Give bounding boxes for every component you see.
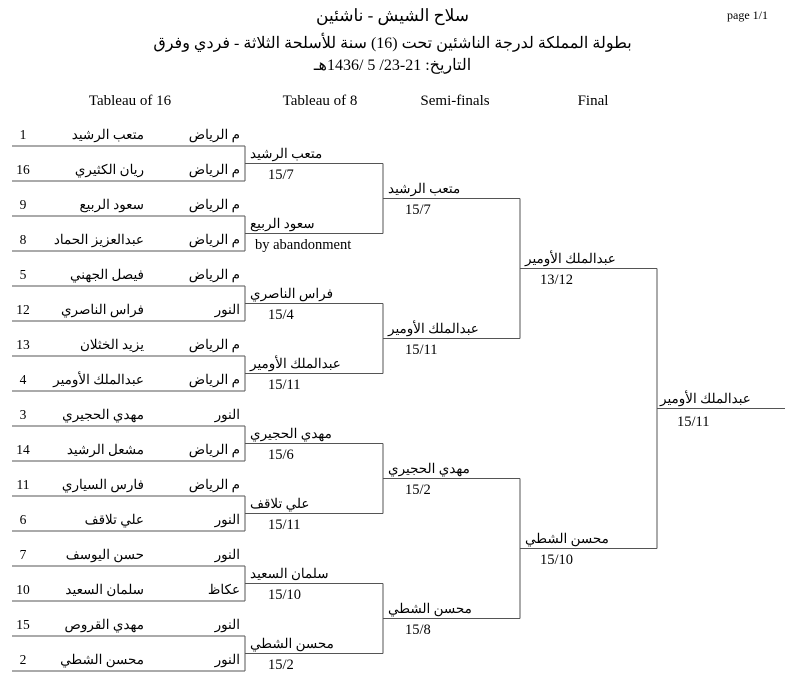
seed-number: 7 — [19, 547, 27, 562]
fencer-name: محسن الشطي — [60, 652, 144, 667]
round8-winner: فراس الناصري — [250, 285, 334, 301]
fencer-club: النور — [214, 617, 240, 632]
round8-winner: متعب الرشيد — [250, 145, 323, 161]
column-header-semifinals: Semi-finals — [420, 93, 490, 109]
column-header-tableau8: Tableau of 8 — [282, 93, 358, 109]
fencer-club: م الرياض — [188, 127, 240, 142]
seed-number: 10 — [16, 582, 30, 597]
seed-number: 2 — [19, 652, 27, 667]
semifinal-winner: مهدي الحجيري — [388, 460, 470, 476]
semifinal-score: 15/8 — [405, 621, 431, 638]
fencer-name: علي تلاقف — [84, 512, 144, 527]
fencer-club: النور — [214, 547, 240, 562]
final-score: 13/12 — [540, 271, 574, 288]
fencer-club: م الرياض — [188, 267, 240, 282]
fencer-name: مهدي الحجيري — [62, 407, 144, 422]
fencer-club: م الرياض — [188, 442, 240, 457]
champion-name: عبدالملك الأومير — [660, 390, 751, 406]
fencer-club: م الرياض — [188, 162, 240, 177]
seed-number: 1 — [19, 127, 27, 142]
final-score: 15/10 — [540, 551, 574, 568]
fencer-name: متعب الرشيد — [71, 127, 144, 142]
round8-score: by abandonment — [255, 236, 352, 253]
semifinal-score: 15/7 — [405, 201, 431, 218]
round8-score: 15/7 — [268, 166, 294, 183]
round8-score: 15/11 — [268, 376, 301, 393]
semifinal-winner: متعب الرشيد — [388, 180, 461, 196]
round8-winner: عبدالملك الأومير — [250, 355, 341, 371]
seed-number: 4 — [19, 372, 27, 387]
seed-number: 15 — [16, 617, 30, 632]
final-winner: محسن الشطي — [525, 530, 609, 546]
seed-number: 5 — [19, 267, 27, 282]
fencer-name: مشعل الرشيد — [66, 442, 144, 457]
seed-number: 14 — [16, 442, 30, 457]
fencer-club: م الرياض — [188, 232, 240, 247]
fencer-club: النور — [214, 512, 240, 527]
final-winner: عبدالملك الأومير — [525, 250, 616, 266]
fencer-name: عبدالعزيز الحماد — [53, 232, 144, 247]
semifinal-winner: عبدالملك الأومير — [388, 320, 479, 336]
round8-winner: سلمان السعيد — [250, 565, 329, 581]
fencer-name: فيصل الجهني — [70, 267, 144, 282]
page-title: سلاح الشيش - ناشئين — [316, 6, 469, 25]
semifinal-score: 15/11 — [405, 341, 438, 358]
fencer-name: فارس السياري — [61, 477, 144, 492]
fencer-name: حسن اليوسف — [65, 547, 144, 562]
round8-score: 15/10 — [268, 586, 302, 603]
seed-number: 13 — [16, 337, 30, 352]
seed-number: 16 — [16, 162, 30, 177]
fencer-club: م الرياض — [188, 197, 240, 212]
fencer-club: م الرياض — [188, 337, 240, 352]
seed-number: 8 — [19, 232, 27, 247]
seed-number: 3 — [19, 407, 27, 422]
fencer-club: م الرياض — [188, 477, 240, 492]
round8-winner: علي تلاقف — [250, 495, 310, 511]
fencer-club: م الرياض — [188, 372, 240, 387]
column-header-final: Final — [577, 93, 609, 109]
fencer-club: النور — [214, 652, 240, 667]
fencer-club: عكاظ — [207, 582, 240, 597]
fencer-name: مهدي القروص — [64, 617, 144, 632]
tournament-subtitle: بطولة المملكة لدرجة الناشئين تحت (16) سنة للأسلحة الثلاثة - فردي وفرق — [153, 35, 632, 52]
column-header-tableau16: Tableau of 16 — [88, 93, 172, 109]
fencer-name: ريان الكثيري — [74, 162, 144, 177]
round8-winner: سعود الربيع — [250, 215, 315, 231]
seed-number: 9 — [19, 197, 27, 212]
fencer-name: سعود الربيع — [79, 197, 144, 212]
fencer-name: عبدالملك الأومير — [53, 372, 144, 387]
page-number: page 1/1 — [727, 8, 768, 22]
fencer-name: يزيد الخثلان — [79, 337, 144, 352]
round8-score: 15/2 — [268, 656, 294, 673]
seed-number: 12 — [16, 302, 30, 317]
semifinal-winner: محسن الشطي — [388, 600, 472, 616]
round8-winner: محسن الشطي — [250, 635, 334, 651]
seed-number: 6 — [19, 512, 27, 527]
fencer-club: النور — [214, 407, 240, 422]
fencer-name: فراس الناصري — [60, 302, 144, 317]
semifinal-score: 15/2 — [405, 481, 431, 498]
fencer-club: النور — [214, 302, 240, 317]
round8-score: 15/6 — [268, 446, 294, 463]
seed-number: 11 — [16, 477, 30, 492]
tournament-date: التاريخ: 21-23/ 5 /1436هـ — [313, 57, 472, 74]
round8-score: 15/4 — [268, 306, 294, 323]
fencer-name: سلمان السعيد — [65, 582, 144, 597]
champion-score: 15/11 — [677, 413, 710, 430]
round8-winner: مهدي الحجيري — [250, 425, 332, 441]
round8-score: 15/11 — [268, 516, 301, 533]
